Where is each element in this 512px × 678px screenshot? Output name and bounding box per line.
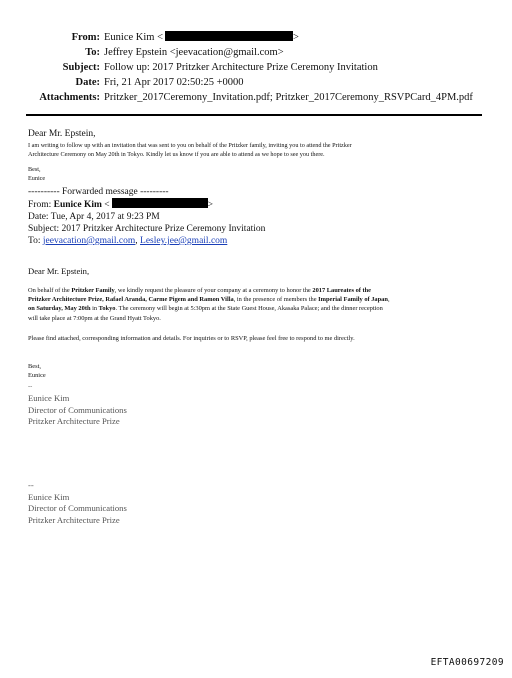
from-text: Eunice Kim < [104,32,163,43]
signature-block [28,393,484,428]
invite-line-3 [28,304,484,313]
attachments-label: Attachments: [39,92,100,103]
forwarded-marker: ---------- Forwarded message --------- [28,187,169,197]
reply-signoff: Best, [28,166,41,173]
redaction-box [165,31,293,41]
signature-name: Eunice Kim [28,393,70,403]
from-value [104,30,299,45]
forwarded-date: Date: Tue, Apr 4, 2017 at 9:23 PM [28,212,160,222]
redaction-box [112,198,208,208]
original-name: Eunice [28,372,46,379]
fwd-from-name: Eunice Kim [53,200,102,210]
invite-line-1 [28,286,484,295]
reply-line-2: Architecture Ceremony on May 20th in Tokyo. Kindly let us know if you are able to attend as we hope to see you there. [28,150,325,158]
date-label: Date: [75,77,100,88]
text-run: Imperial Family of Japan [318,296,388,304]
to-value: Jeffrey Epstein <jeevacation@gmail.com> [104,47,284,58]
text-run: , [387,296,390,304]
text-run: Pritzker Architecture Prize, Rafael Aranda, Carme Pigem and Ramon Villa [28,296,234,304]
header-date-row [0,75,512,90]
subject-value: Follow up: 2017 Pritzker Architecture Prize Ceremony Invitation [104,62,378,73]
footer-dash: -- [28,480,34,490]
forwarded-to [28,235,484,247]
fwd-to-sep: , [135,236,141,246]
text-run: Pritzker Family [71,287,115,294]
original-greeting: Dear Mr. Epstein, [28,266,90,276]
to-label: To: [85,47,100,58]
bates-number: EFTA00697209 [430,657,504,668]
footer-title: Director of Communications [28,503,127,513]
original-signoff: Best, [28,363,41,370]
header-to-row [0,45,512,60]
text-run: Tokyo [98,305,116,313]
text-run: on Saturday, May 20th [28,305,91,313]
fwd-from-mid: < [101,200,110,210]
email-link[interactable]: Lesley.jee@gmail.com [140,236,228,246]
fwd-from-tail: > [207,200,213,210]
from-label: From: [71,32,100,43]
header-subject-row [0,60,512,75]
attachments-value: Pritzker_2017Ceremony_Invitation.pdf; Pritzker_2017Ceremony_RSVPCard_4PM.pdf [104,92,473,103]
reply-line-1: I am writing to follow up with an invitation that was sent to you on behalf of the Pritzker family, inviting you to attend the Pritzker [28,142,352,149]
forwarded-from [28,198,484,211]
text-run: 2017 Laureates of the [312,287,372,294]
header-divider [26,114,482,116]
reply-paragraph [28,142,484,159]
fwd-from-prefix: From: [28,200,54,210]
signature-dash: -- [28,383,33,390]
text-run: , we kindly request the pleasure of your company at a ceremony to honor the [114,287,313,294]
footer-name: Eunice Kim [28,491,70,502]
reply-greeting: Dear Mr. Epstein, [28,129,96,139]
text-run: On behalf of the [28,287,72,294]
email-header [0,30,512,105]
rsvp-paragraph: Please find attached, corresponding information and details. For inquiries or to RSVP, please feel free to respond to me directly. [28,335,355,342]
from-tail: > [293,32,299,43]
email-link[interactable]: jeevacation@gmail.com [42,236,136,246]
text-run: in [90,305,99,313]
forwarded-block [28,186,484,247]
signature-org: Pritzker Architecture Prize [28,416,120,426]
reply-name: Eunice [28,175,46,182]
header-attachments-row [0,90,512,105]
forwarded-subject: Subject: 2017 Pritzker Architecture Prize Ceremony Invitation [28,224,266,234]
signature-title: Director of Communications [28,404,127,415]
date-value: Fri, 21 Apr 2017 02:50:25 +0000 [104,77,244,88]
text-run: . The ceremony will begin at 5:30pm at the State Guest House, Akasaka Palace; and the dinner reception [115,305,383,313]
header-from-row [0,30,512,45]
invite-line-4: will take place at 7:00pm at the Grand Hyatt Tokyo. [28,314,161,322]
footer-signature [28,480,484,526]
invite-line-2 [28,295,484,304]
footer-org: Pritzker Architecture Prize [28,514,120,525]
fwd-to-prefix: To: [28,236,43,246]
text-run: , in the presence of members the [233,296,319,304]
invitation-paragraph [28,286,484,323]
subject-label: Subject: [62,62,100,73]
